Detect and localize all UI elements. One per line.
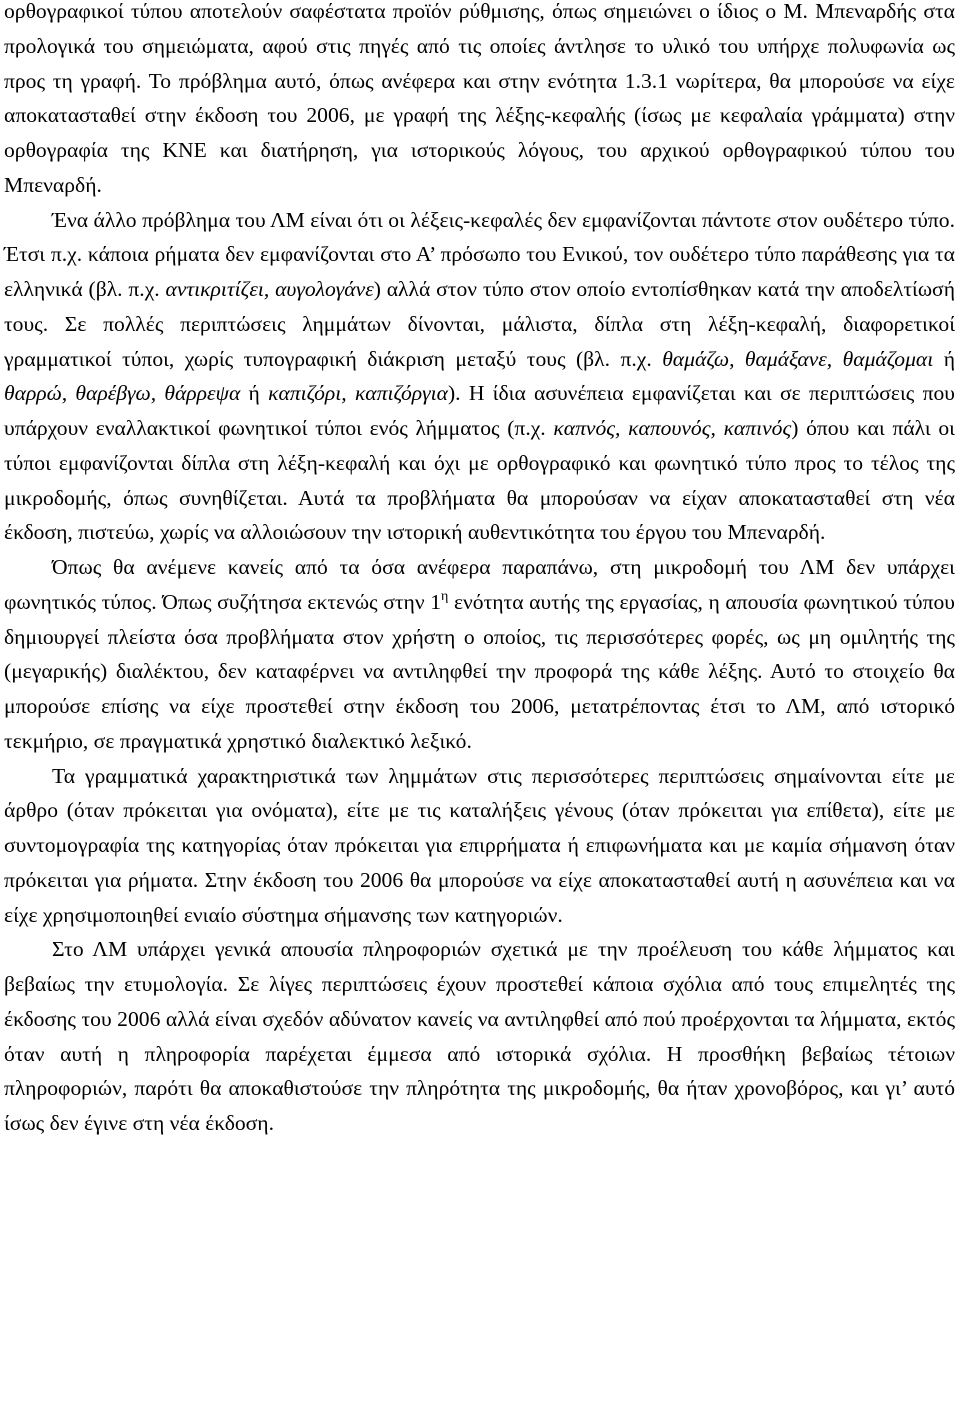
italic-example-words: θαρρώ, θαρέβγω, θάρρεψα bbox=[4, 381, 241, 406]
paragraph-text: ενότητα αυτής της εργασίας, η απουσία φωνητικού τύπου δημιουργεί πλείστα όσα προβλήματα στον χρήστη ο οποίος, τις περισσότερες φορές, ως μη ομιλητής της (μεγαρικής) διαλέκτου, δεν καταφέρνει να αντιληφθεί την προφορά της κάθε λέξης. Αυτό το στοιχείο θα μπορούσε επίσης να είχε προστεθεί στην έκδοση του 2006, μετατρέποντας έτσι το ΛΜ, από ιστορικό τεκμήριο, σε πραγματικά χρηστικό διαλεκτικό λεξικό. bbox=[4, 589, 955, 753]
italic-example-words: καπνός, καπουνός, καπινός bbox=[553, 416, 792, 440]
paragraph-p5 bbox=[4, 932, 955, 1141]
document-page bbox=[4, 0, 955, 1141]
paragraph-p1 bbox=[4, 0, 955, 203]
paragraph-p4 bbox=[4, 759, 955, 933]
paragraph-text: ή bbox=[933, 346, 955, 371]
paragraph-text: ) όπου και πάλι οι τύποι εμφανίζονται δίπλα στη λέξη-κεφαλή και όχι με ορθογραφικό και φωνητικό τύπο προς το τέλος της μικροδομής, όπως συνηθίζεται. Αυτά τα προβλήματα θα μπορούσαν να είχαν αποκατασταθεί στη νέα έκδοση, πιστεύω, χωρίς να αλλοιώσουν την ιστορική αυθεντικότητα του έργου του Μπεναρδή. bbox=[4, 416, 955, 545]
paragraph-p3 bbox=[4, 550, 955, 759]
paragraph-p2 bbox=[4, 203, 955, 551]
paragraph-text: Ένα άλλο πρόβλημα του ΛΜ είναι ότι οι λέξεις-κεφαλές δεν εμφανίζονται πάντοτε στον ουδέτερο τύπο. Έτσι π.χ. κάποια ρήματα δεν εμφανίζονται στο Α’ πρόσωπο του Ενικού, τον ουδέτερο τύπο παράθεσης για τα ελληνικά (βλ. π.χ. bbox=[4, 207, 955, 301]
paragraph-text: Τα γραμματικά χαρακτηριστικά των λημμάτων στις περισσότερες περιπτώσεις σημαίνονται είτε με άρθρο (όταν πρόκειται για ονόματα), είτε με τις καταλήξεις γένους (όταν πρόκειται για επίθετα), είτε με συντομογραφία της κατηγορίας όταν πρόκειται για επιρρήματα ή επιφωνήματα και με καμία σήμανση όταν πρόκειται για ρήματα. Στην έκδοση του 2006 θα μπορούσε να είχε αποκατασταθεί αυτή η ασυνέπεια και να είχε χρησιμοποιηθεί ενιαίο σύστημα σήμανσης των κατηγοριών. bbox=[4, 763, 955, 927]
paragraph-text: ) αλλά στον τύπο στον οποίο εντοπίσθηκαν κατά την αποδελτίωσή τους. Σε πολλές περιπτώσεις λημμάτων δίνονται, μάλιστα, δίπλα στη λέξη-κεφαλή, διαφορετικοί γραμματικοί τύποι, χωρίς τυπογραφική διάκριση μεταξύ τους (βλ. π.χ. bbox=[4, 277, 955, 371]
italic-example-words: καπιζόρι, καπιζόργια bbox=[268, 381, 448, 406]
ordinal-superscript: η bbox=[441, 588, 449, 604]
paragraph-text: ορθογραφικοί τύπου αποτελούν σαφέστατα προϊόν ρύθμισης, όπως σημειώνει ο ίδιος ο Μ. Μπεναρδής στα προλογικά του σημειώματα, αφού στις πηγές από τις οποίες άντλησε το υλικό του υπήρχε πολυφωνία ως προς τη γραφή. Το πρόβλημα αυτό, όπως ανέφερα και στην ενότητα 1.3.1 νωρίτερα, θα μπορούσε να είχε αποκατασταθεί στην έκδοση του 2006, με γραφή της λέξης-κεφαλής (ίσως με κεφαλαία γράμματα) στην ορθογραφία της ΚΝΕ και διατήρηση, για ιστορικούς λόγους, του αρχικού ορθογραφικού τύπου του Μπεναρδή. bbox=[4, 0, 955, 197]
paragraph-text: Στο ΛΜ υπάρχει γενικά απουσία πληροφοριών σχετικά με την προέλευση του κάθε λήμματος και βεβαίως την ετυμολογία. Σε λίγες περιπτώσεις έχουν προστεθεί κάποια σχόλια από τους επιμελητές της έκδοσης του 2006 αλλά είναι σχεδόν αδύνατον κανείς να αντιληφθεί από πού προέρχονται τα λήμματα, εκτός όταν αυτή η πληροφορία παρέχεται έμμεσα από ιστορικά σχόλια. Η προσθήκη βεβαίως τέτοιων πληροφοριών, παρότι θα αποκαθιστούσε την πληρότητα της μικροδομής, θα ήταν χρονοβόρος, και γι’ αυτό ίσως δεν έγινε στη νέα έκδοση. bbox=[4, 937, 955, 1135]
italic-example-words: θαμάζω, θαμάξανε, θαμάζομαι bbox=[662, 346, 934, 371]
paragraph-text: ή bbox=[240, 381, 269, 406]
paragraph-text: ). Η ίδια ασυνέπεια εμφανίζεται και σε περιπτώσεις που υπάρχουν εναλλακτικοί φωνητικοί τύποι ενός λήμματος (π.χ. bbox=[4, 381, 956, 440]
italic-example-words: αντικριτίζει, αυγολογάνε bbox=[165, 277, 374, 301]
paragraph-text: Όπως θα ανέμενε κανείς από τα όσα ανέφερα παραπάνω, στη μικροδομή του ΛΜ δεν υπάρχει φωνητικός τύπος. Όπως συζήτησα εκτενώς στην 1 bbox=[4, 555, 955, 614]
